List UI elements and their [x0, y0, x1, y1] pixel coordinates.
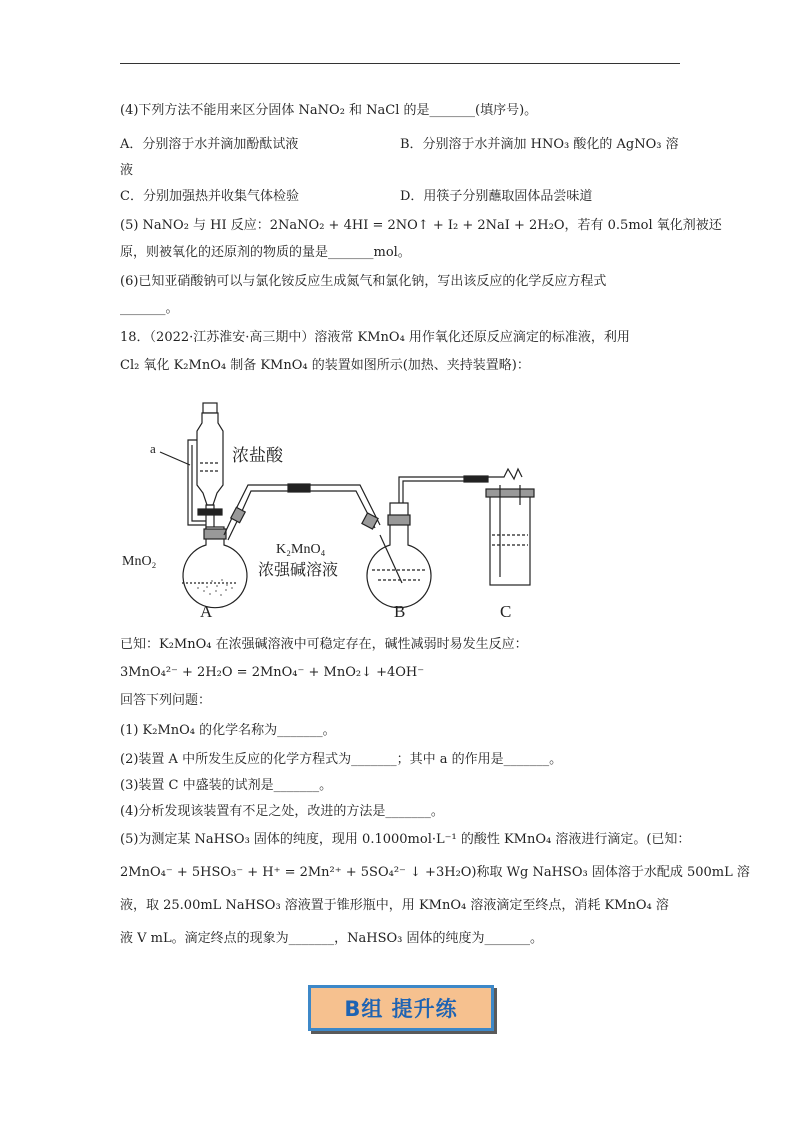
label-B: B [394, 602, 406, 621]
apparatus-figure [120, 385, 560, 625]
sub-question-5-line2: 2MnO₄⁻ + 5HSO₃⁻ + H⁺ = 2Mn²⁺ + 5SO₄²⁻ ↓ +3H₂O)称取 Wg NaHSO₃ 固体溶于水配成 500mL 溶 [120, 865, 750, 880]
label-base: 浓强碱溶液 [258, 560, 339, 579]
leader-a [160, 452, 190, 465]
known-line1: 已知：K₂MnO₄ 在浓强碱溶液中可稳定存在，碱性减弱时易发生反应： [120, 637, 528, 652]
sub-question-5-line3: 液，取 25.00mL NaHSO₃ 溶液置于锥形瓶中，用 KMnO₄ 溶液滴定至终点，消耗 KMnO₄ 溶 [120, 898, 669, 913]
q6-line2: _______。 [120, 301, 179, 316]
sub-question-3: (3)装置 C 中盛装的试剂是_______。 [120, 778, 333, 793]
sub-question-5-line4: 液 V mL。滴定终点的现象为_______，NaHSO₃ 固体的纯度为_______。 [120, 931, 543, 946]
q18-line2: Cl₂ 氧化 K₂MnO₄ 制备 KMnO₄ 的装置如图所示(加热、夹持装置略)： [120, 358, 530, 373]
q5-line1: (5) NaNO₂ 与 HI 反应：2NaNO₂ + 4HI = 2NO↑ + I₂ + 2NaI + 2H₂O，若有 0.5mol 氧化剂被还 [120, 218, 722, 233]
q6-line1: (6)已知亚硝酸钠可以与氯化铵反应生成氮气和氯化钠，写出该反应的化学反应方程式 [120, 274, 607, 289]
q4-option-a: A．分别溶于水并滴加酚酞试液 [120, 137, 299, 152]
section-banner-text: B组 提升练 [344, 997, 458, 1021]
tube-connector [288, 484, 310, 492]
q4-stem: (4)下列方法不能用来区分固体 NaNO₂ 和 NaCl 的是_______(填序号)。 [120, 103, 538, 118]
section-banner [308, 985, 494, 1031]
separatory-funnel [197, 403, 223, 537]
label-a: a [150, 441, 156, 456]
flask-a [182, 527, 247, 608]
q4-option-b-cont: 液 [120, 163, 134, 178]
sub-question-5-line1: (5)为测定某 NaHSO₃ 固体的纯度，现用 0.1000mol·L⁻¹ 的酸性 KMnO₄ 溶液进行滴定。(已知： [120, 832, 691, 847]
label-C: C [500, 602, 512, 621]
header-rule [120, 63, 680, 64]
sub-question-1: (1) K₂MnO₄ 的化学名称为_______。 [120, 723, 336, 738]
sub-question-4: (4)分析发现该装置有不足之处，改进的方法是_______。 [120, 804, 444, 819]
q18-line1: 18．（2022·江苏淮安·高三期中）溶液常 KMnO₄ 用作氧化还原反应滴定的标准液，利用 [120, 330, 630, 345]
label-k2mno4: K₂MnO₄ [276, 542, 326, 557]
label-hcl: 浓盐酸 [232, 446, 283, 466]
q4-option-c: C．分别加强热并收集气体检验 [120, 189, 299, 204]
label-mno2: MnO₂ [122, 554, 157, 569]
known-equation: 3MnO₄²⁻ + 2H₂O = 2MnO₄⁻ + MnO₂↓ +4OH⁻ [120, 665, 425, 680]
q5-line2: 原，则被氧化的还原剂的物质的量是_______mol。 [120, 245, 411, 260]
bottle-c [486, 485, 534, 585]
q4-option-b: B．分别溶于水并滴加 HNO₃ 酸化的 AgNO₃ 溶 [400, 137, 679, 152]
q4-option-d: D．用筷子分别蘸取固体品尝味道 [400, 189, 593, 204]
sub-question-2: (2)装置 A 中所发生反应的化学方程式为_______；其中 a 的作用是_______。 [120, 752, 563, 767]
label-A: A [200, 602, 213, 621]
answer-intro: 回答下列问题： [120, 693, 212, 708]
